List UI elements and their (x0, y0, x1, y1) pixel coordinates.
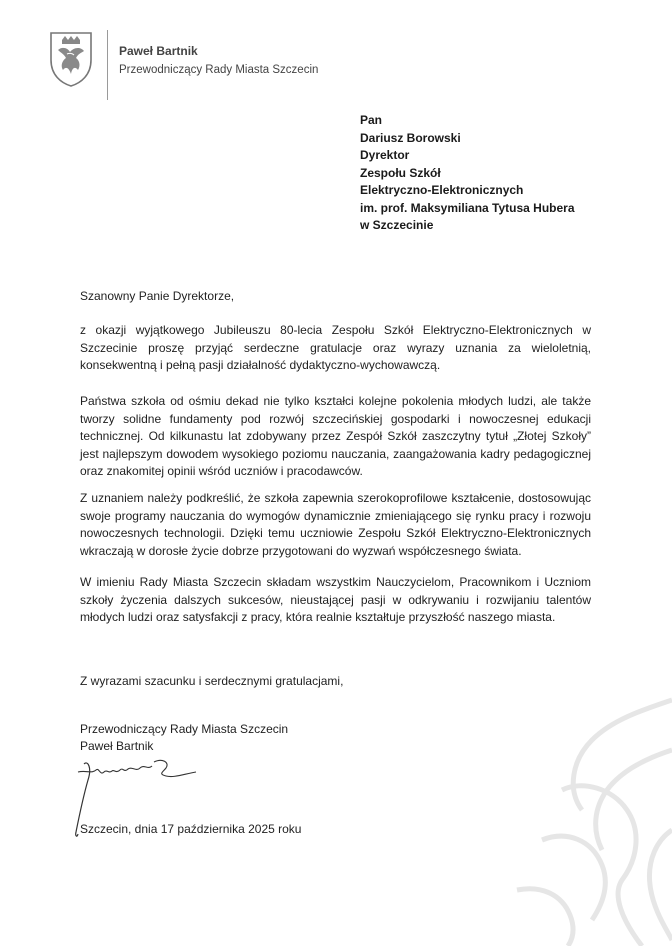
sender-name: Paweł Bartnik (119, 44, 198, 58)
griffin-watermark-icon (472, 680, 672, 946)
date-place: Szczecin, dnia 17 października 2025 roku (80, 822, 302, 836)
recipient-address (360, 112, 575, 235)
recipient-line: im. prof. Maksymiliana Tytusa Hubera (360, 200, 575, 215)
signatory-name: Paweł Bartnik (80, 739, 154, 753)
szczecin-coat-of-arms-icon (48, 30, 94, 88)
paragraph-3: Z uznaniem należy podkreślić, że szkoła zapewnia szerokoprofilowe kształcenie, dostosowując swoje programy nauczania do wymogów dynamicznie zmieniającego się rynku pracy i rozwoju nowoczesnych technologii. Dzięki temu uczniowie Zespołu Szkół Elektryczno-Elektronicznych wkraczają w dorosłe życie dobrze przygotowani do wyzwań współczesnego świata. (80, 491, 591, 558)
letterhead-divider (107, 30, 108, 100)
recipient-line: Pan (360, 113, 383, 127)
recipient-line: Dariusz Borowski (360, 130, 461, 145)
paragraph-1: z okazji wyjątkowego Jubileuszu 80-lecia Zespołu Szkół Elektryczno-Elektronicznych w Szczecinie proszę przyjąć serdeczne gratulacje oraz wyrazy uznania za wieloletnią, konsekwentną i pełną pasji działalność dydaktyczno-wychowawczą. (80, 323, 591, 373)
signatory-title: Przewodniczący Rady Miasta Szczecin (80, 722, 289, 736)
recipient-line: w Szczecinie (360, 218, 434, 232)
recipient-line: Elektryczno-Elektronicznych (360, 183, 524, 197)
recipient-line: Zespołu Szkół (360, 165, 441, 180)
closing: Z wyrazami szacunku i serdecznymi gratulacjami, (80, 674, 344, 688)
recipient-line: Dyrektor (360, 148, 410, 162)
paragraph-4: W imieniu Rady Miasta Szczecin składam wszystkim Nauczycielom, Pracownikom i Uczniom szkoły życzenia dalszych sukcesów, nieustającej pasji w odkrywaniu i rozwijaniu talentów młodych ludzi oraz satysfakcji z pracy, która realnie kształtuje przyszłość naszego miasta. (80, 575, 591, 625)
greeting: Szanowny Panie Dyrektorze, (80, 289, 235, 303)
paragraph-2: Państwa szkoła od ośmiu dekad nie tylko kształci kolejne pokolenia młodych ludzi, ale także tworzy solidne fundamenty pod rozwój szczecińskiej gospodarki i nowoczesnej edukacji technicznej. Od kilkunastu lat zdobywany przez Zespół Szkół zaszczytny tytuł „Złotej Szkoły” jest najlepszym dowodem wysokiego poziomu nauczania, zaangażowania kadry pedagogicznej oraz znakomitej opinii wśród uczniów i pracodawców. (80, 394, 591, 479)
sender-title: Przewodniczący Rady Miasta Szczecin (119, 64, 319, 76)
